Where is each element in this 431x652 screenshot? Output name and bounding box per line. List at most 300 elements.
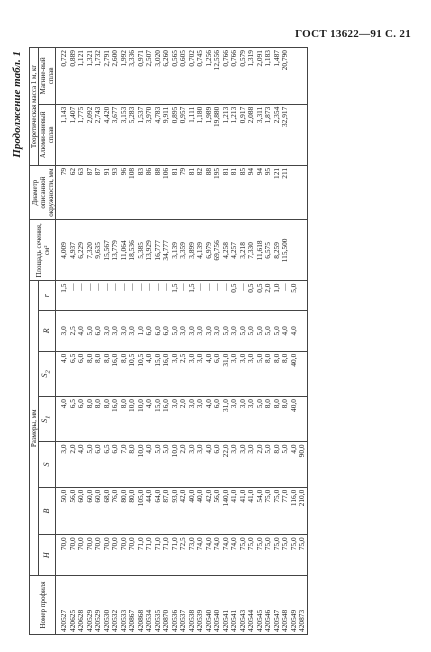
cell-mass-aluminum: 9,911 (162, 104, 171, 165)
cell-b: 60,0 (77, 487, 86, 535)
col-header-b: B (39, 487, 56, 535)
cell-r-large (298, 310, 307, 351)
cell-diameter: 82 (196, 165, 205, 219)
cell-s: 8,0 (273, 442, 282, 487)
cell-diameter: 94 (247, 165, 256, 219)
cell-b: 44,0 (145, 487, 154, 535)
col-header-diameter: Диаметр описанной окружности, мм (30, 165, 56, 219)
cell-s: 3,0 (230, 442, 239, 487)
cell-s2: 8,0 (103, 351, 112, 396)
cell-mass-magnesium: 2,507 (145, 48, 154, 105)
cell-s: 6,5 (103, 442, 112, 487)
cell-s2: 31,0 (222, 351, 231, 396)
cell-r-large: 4,0 (290, 310, 299, 351)
cell-r-small: — (154, 281, 163, 310)
cell-b: 75,0 (264, 487, 273, 535)
cell-r-large: 5,0 (222, 310, 231, 351)
cell-area: 6,979 (205, 220, 214, 281)
cell-r-small (298, 281, 307, 310)
cell-mass-magnesium: 1,487 (273, 48, 282, 105)
cell-s: 7,0 (120, 442, 129, 487)
cell-area: 16,777 (154, 220, 163, 281)
cell-b: 60,0 (86, 487, 95, 535)
cell-h: 70,0 (69, 535, 78, 576)
cell-profile-no: 420541 (222, 576, 231, 635)
cell-area (298, 220, 307, 281)
cell-area: 34,777 (162, 220, 171, 281)
cell-r-large: 5,0 (264, 310, 273, 351)
cell-h: 74,0 (196, 535, 205, 576)
cell-diameter: 88 (205, 165, 214, 219)
spec-table (29, 47, 308, 635)
cell-r-large: 3,0 (128, 310, 137, 351)
cell-diameter (290, 165, 299, 219)
cell-r-small: — (103, 281, 112, 310)
cell-diameter: 85 (239, 165, 248, 219)
cell-h: 71,0 (154, 535, 163, 576)
cell-h: 70,0 (111, 535, 120, 576)
cell-s: 2,0 (69, 442, 78, 487)
col-header-area: Площадь сечения, см² (30, 220, 56, 281)
cell-mass-magnesium: 1,256 (205, 48, 214, 105)
cell-r-small: — (111, 281, 120, 310)
cell-h: 75,0 (247, 535, 256, 576)
cell-profile-no: 420529 (94, 576, 103, 635)
cell-h: 72,5 (179, 535, 188, 576)
cell-diameter: 108 (128, 165, 137, 219)
cell-r-large: 6,0 (162, 310, 171, 351)
cell-s1: 16,0 (111, 397, 120, 442)
cell-mass-magnesium: 1,321 (86, 48, 95, 105)
cell-r-small: — (120, 281, 129, 310)
cell-profile-no: 420546 (264, 576, 273, 635)
cell-b: 41,0 (239, 487, 248, 535)
cell-diameter: 81 (171, 165, 180, 219)
cell-b: 77,0 (281, 487, 290, 535)
cell-h: 74,0 (222, 535, 231, 576)
cell-mass-magnesium: 3,020 (154, 48, 163, 105)
cell-h: 70,0 (86, 535, 95, 576)
cell-r-large: 6,0 (154, 310, 163, 351)
cell-h: 70,0 (60, 535, 69, 576)
cell-s: 5,0 (162, 442, 171, 487)
cell-mass-magnesium (290, 48, 299, 105)
cell-h: 70,0 (120, 535, 129, 576)
cell-s1: 8,0 (273, 397, 282, 442)
table-caption: Продолжение табл. 1 (11, 51, 23, 158)
cell-profile-no: 420544 (247, 576, 256, 635)
cell-mass-magnesium: 1,319 (247, 48, 256, 105)
cell-b: 56,0 (69, 487, 78, 535)
table-row (298, 48, 307, 635)
cell-mass-magnesium: 2,600 (111, 48, 120, 105)
cell-mass-aluminum: 0,895 (171, 104, 180, 165)
cell-mass-aluminum: 1,213 (230, 104, 239, 165)
cell-b: 80,0 (120, 487, 129, 535)
cell-s2: 4,0 (205, 351, 214, 396)
cell-r-large: 3,0 (179, 310, 188, 351)
col-header-profile-no: Номер профиля (30, 576, 56, 635)
cell-mass-aluminum: 5,283 (128, 104, 137, 165)
cell-b: 54,0 (256, 487, 265, 535)
cell-r-large: 5,0 (86, 310, 95, 351)
cell-s1: 6,5 (69, 397, 78, 442)
cell-r-small: — (213, 281, 222, 310)
cell-diameter: 62 (69, 165, 78, 219)
col-header-s: S (39, 442, 56, 487)
cell-r-large: 5,0 (256, 310, 265, 351)
cell-s: 5,0 (264, 442, 273, 487)
cell-h: 71,0 (171, 535, 180, 576)
col-header-r-large: R (39, 310, 56, 351)
cell-diameter: 211 (281, 165, 290, 219)
cell-mass-aluminum: 2,092 (86, 104, 95, 165)
cell-diameter: 88 (154, 165, 163, 219)
cell-b: 68,0 (103, 487, 112, 535)
cell-mass-magnesium: 0,579 (239, 48, 248, 105)
cell-s1: 6,0 (213, 397, 222, 442)
cell-b: 41,0 (247, 487, 256, 535)
cell-h: 74,0 (230, 535, 239, 576)
cell-s: 6,0 (111, 442, 120, 487)
cell-mass-aluminum: 1,537 (137, 104, 146, 165)
cell-r-small: — (137, 281, 146, 310)
cell-area: 13,929 (145, 220, 154, 281)
col-header-dimensions-group: Размеры, мм (30, 281, 39, 576)
cell-s2: 3,0 (230, 351, 239, 396)
cell-h: 75,0 (290, 535, 299, 576)
cell-s2: 16,0 (162, 351, 171, 396)
cell-mass-aluminum: 1,180 (196, 104, 205, 165)
cell-area: 13,779 (111, 220, 120, 281)
cell-s1: 4,0 (60, 397, 69, 442)
col-header-mass-group: Теоретическая масса 1 м, кг (30, 48, 39, 166)
cell-b: 105,0 (137, 487, 146, 535)
col-header-h: H (39, 535, 56, 576)
cell-r-large: 3,0 (196, 310, 205, 351)
cell-r-small: — (128, 281, 137, 310)
cell-diameter: 91 (103, 165, 112, 219)
col-header-s1-letter: S (40, 418, 50, 423)
cell-r-large: 3,0 (188, 310, 197, 351)
cell-diameter: 121 (273, 165, 282, 219)
cell-diameter: 79 (179, 165, 188, 219)
cell-h: 71,0 (162, 535, 171, 576)
cell-profile-no: 420867 (128, 576, 137, 635)
cell-s2: 4,0 (145, 351, 154, 396)
cell-mass-aluminum: 0,917 (239, 104, 248, 165)
cell-mass-magnesium (298, 48, 307, 105)
cell-mass-aluminum: 19,880 (213, 104, 222, 165)
cell-mass-magnesium: 6,260 (162, 48, 171, 105)
cell-mass-aluminum: 2,088 (247, 104, 256, 165)
cell-s2: 4,0 (60, 351, 69, 396)
cell-h: 73,0 (188, 535, 197, 576)
cell-s1: 8,0 (94, 397, 103, 442)
cell-diameter: 81 (188, 165, 197, 219)
cell-s1: 10,0 (128, 397, 137, 442)
cell-mass-magnesium: 0,745 (196, 48, 205, 105)
cell-mass-aluminum: 1,143 (60, 104, 69, 165)
cell-area: 4,139 (196, 220, 205, 281)
cell-profile-no: 420540 (205, 576, 214, 635)
cell-mass-aluminum: 3,153 (120, 104, 129, 165)
cell-mass-magnesium: 3,336 (128, 48, 137, 105)
cell-diameter: 96 (120, 165, 129, 219)
cell-r-large: 3,0 (230, 310, 239, 351)
col-header-s1 (39, 397, 56, 442)
cell-mass-aluminum: 0,957 (179, 104, 188, 165)
cell-mass-magnesium: 1,183 (264, 48, 273, 105)
cell-mass-aluminum: 1,989 (205, 104, 214, 165)
cell-h: 71,0 (137, 535, 146, 576)
cell-profile-no: 420536 (171, 576, 180, 635)
cell-h: 70,0 (77, 535, 86, 576)
cell-area: 6,575 (264, 220, 273, 281)
col-header-s2-sub: 2 (44, 370, 52, 374)
cell-s2: 10,5 (137, 351, 146, 396)
col-header-s2-letter: S (40, 373, 50, 378)
cell-diameter: 87 (86, 165, 95, 219)
cell-mass-magnesium: 12,556 (213, 48, 222, 105)
cell-r-large: 3,0 (103, 310, 112, 351)
cell-area: 3,218 (239, 220, 248, 281)
cell-diameter: 63 (77, 165, 86, 219)
cell-area: 7,320 (86, 220, 95, 281)
cell-b: 75,0 (273, 487, 282, 535)
cell-s1: 8,0 (103, 397, 112, 442)
cell-s: 5,0 (86, 442, 95, 487)
col-header-magnesium: Магние-вый сплав (39, 48, 56, 105)
cell-r-small: — (196, 281, 205, 310)
cell-mass-aluminum: 2,743 (94, 104, 103, 165)
cell-mass-aluminum: 3,311 (256, 104, 265, 165)
cell-r-large: 5,0 (247, 310, 256, 351)
cell-r-small: 0,5 (247, 281, 256, 310)
cell-mass-aluminum: 32,917 (281, 104, 290, 165)
cell-profile-no: 420870 (162, 576, 171, 635)
cell-s1 (298, 397, 307, 442)
cell-area: 4,937 (69, 220, 78, 281)
cell-profile-no: 420527 (60, 576, 69, 635)
cell-s2: 8,0 (273, 351, 282, 396)
cell-mass-magnesium: 1,992 (120, 48, 129, 105)
cell-s2: 6,5 (69, 351, 78, 396)
cell-s2: 6,0 (213, 351, 222, 396)
cell-area: 69,756 (213, 220, 222, 281)
cell-mass-magnesium: 2,791 (103, 48, 112, 105)
cell-r-small: — (86, 281, 95, 310)
cell-diameter: 106 (162, 165, 171, 219)
cell-s: 6,0 (94, 442, 103, 487)
cell-area: 3,139 (171, 220, 180, 281)
col-header-s1-sub: 1 (44, 415, 52, 419)
cell-profile-no: 420534 (145, 576, 154, 635)
cell-s1: 16,0 (162, 397, 171, 442)
cell-profile-no: 420535 (154, 576, 163, 635)
cell-mass-aluminum (298, 104, 307, 165)
cell-area: 4,009 (60, 220, 69, 281)
cell-s1: 6,0 (77, 397, 86, 442)
cell-s: 3,0 (60, 442, 69, 487)
cell-mass-magnesium: 0,971 (137, 48, 146, 105)
cell-mass-aluminum: 3,677 (111, 104, 120, 165)
cell-r-large: 3,0 (213, 310, 222, 351)
cell-profile-no: 420530 (103, 576, 112, 635)
cell-r-small: — (222, 281, 231, 310)
cell-r-large: 3,0 (111, 310, 120, 351)
cell-profile-no: 420538 (188, 576, 197, 635)
cell-s1: 2,0 (179, 397, 188, 442)
cell-profile-no: 420547 (273, 576, 282, 635)
cell-s: 3,0 (247, 442, 256, 487)
cell-s1: 3,0 (239, 397, 248, 442)
cell-mass-magnesium: 1,732 (94, 48, 103, 105)
cell-b: 76,0 (111, 487, 120, 535)
cell-diameter: 87 (94, 165, 103, 219)
cell-profile-no: 420868 (137, 576, 146, 635)
cell-s2: 6,0 (77, 351, 86, 396)
rotated-table-block (11, 47, 410, 635)
cell-diameter: 94 (256, 165, 265, 219)
cell-diameter: 195 (213, 165, 222, 219)
cell-b: 42,0 (179, 487, 188, 535)
cell-area: 3,899 (188, 220, 197, 281)
cell-s2: 3,0 (247, 351, 256, 396)
cell-diameter: 81 (230, 165, 239, 219)
cell-r-small: 1,0 (273, 281, 282, 310)
cell-s1: 8,0 (281, 397, 290, 442)
cell-s: 4,0 (205, 442, 214, 487)
cell-area: 7,330 (247, 220, 256, 281)
cell-s: 90,0 (298, 442, 307, 487)
cell-profile-no: 420548 (281, 576, 290, 635)
cell-profile-no: 420541 (230, 576, 239, 635)
cell-s: 3,0 (239, 442, 248, 487)
cell-s2: 3,0 (171, 351, 180, 396)
cell-mass-magnesium: 0,565 (171, 48, 180, 105)
cell-h: 75,0 (264, 535, 273, 576)
cell-b: 140,0 (222, 487, 231, 535)
cell-h: 70,0 (128, 535, 137, 576)
cell-h: 71,0 (145, 535, 154, 576)
cell-s1: 8,0 (120, 397, 129, 442)
cell-mass-magnesium: 0,702 (188, 48, 197, 105)
cell-r-large: 6,0 (94, 310, 103, 351)
cell-s: 5,0 (281, 442, 290, 487)
cell-s2: 2,5 (179, 351, 188, 396)
cell-h: 75,0 (281, 535, 290, 576)
cell-mass-aluminum (290, 104, 299, 165)
cell-h: 75,0 (256, 535, 265, 576)
cell-b: 64,0 (154, 487, 163, 535)
cell-b: 56,0 (213, 487, 222, 535)
cell-area: 4,257 (230, 220, 239, 281)
cell-area: 18,536 (128, 220, 137, 281)
cell-r-large: 3,0 (60, 310, 69, 351)
cell-r-small: — (205, 281, 214, 310)
cell-profile-no: 420549 (290, 576, 299, 635)
cell-r-large: 2,5 (69, 310, 78, 351)
cell-profile-no: 420625 (69, 576, 78, 635)
cell-diameter: 93 (111, 165, 120, 219)
cell-h: 75,0 (298, 535, 307, 576)
cell-h: 70,0 (103, 535, 112, 576)
table-body (56, 48, 308, 635)
cell-s: 10,0 (171, 442, 180, 487)
cell-r-small: 1,5 (171, 281, 180, 310)
cell-s1: 10,0 (137, 397, 146, 442)
cell-b: 41,0 (230, 487, 239, 535)
cell-r-small: — (162, 281, 171, 310)
cell-s: 3,0 (188, 442, 197, 487)
cell-s2: 10,5 (128, 351, 137, 396)
cell-r-large: 6,0 (145, 310, 154, 351)
cell-s1: 31,0 (222, 397, 231, 442)
cell-s2: 3,0 (196, 351, 205, 396)
cell-r-small: 0,5 (256, 281, 265, 310)
cell-s2: 8,0 (86, 351, 95, 396)
cell-r-large: 1,0 (137, 310, 146, 351)
cell-h: 74,0 (205, 535, 214, 576)
cell-profile-no: 420529 (86, 576, 95, 635)
cell-r-small: — (281, 281, 290, 310)
cell-r-small: 1,5 (60, 281, 69, 310)
cell-profile-no: 420539 (196, 576, 205, 635)
cell-h: 70,0 (94, 535, 103, 576)
cell-s2: 5,0 (256, 351, 265, 396)
cell-diameter: 86 (145, 165, 154, 219)
cell-s1: 40,0 (290, 397, 299, 442)
cell-r-small: — (179, 281, 188, 310)
cell-area: 5,385 (137, 220, 146, 281)
cell-s: 2,0 (179, 442, 188, 487)
cell-s2: 16,0 (111, 351, 120, 396)
cell-profile-no: 420540 (213, 576, 222, 635)
cell-s: 10,0 (137, 442, 146, 487)
cell-mass-magnesium: 0,889 (69, 48, 78, 105)
cell-s1: 3,0 (171, 397, 180, 442)
cell-r-small: — (77, 281, 86, 310)
cell-s2: 15,0 (154, 351, 163, 396)
cell-b: 40,0 (188, 487, 197, 535)
cell-profile-no: 420628 (77, 576, 86, 635)
cell-b: 40,0 (196, 487, 205, 535)
cell-mass-aluminum: 4,420 (103, 104, 112, 165)
cell-area: 11,064 (120, 220, 129, 281)
cell-s1: 15,0 (154, 397, 163, 442)
cell-h: 75,0 (273, 535, 282, 576)
cell-profile-no: 420543 (239, 576, 248, 635)
cell-b: 50,0 (60, 487, 69, 535)
cell-mass-magnesium: 1,121 (77, 48, 86, 105)
cell-r-small: 0,5 (230, 281, 239, 310)
cell-mass-aluminum: 3,970 (145, 104, 154, 165)
cell-b: 42,0 (205, 487, 214, 535)
cell-s: 2,0 (256, 442, 265, 487)
cell-profile-no: 420532 (111, 576, 120, 635)
cell-h: 75,0 (239, 535, 248, 576)
cell-mass-aluminum: 4,783 (154, 104, 163, 165)
cell-area: 8,259 (273, 220, 282, 281)
cell-diameter: 83 (137, 165, 146, 219)
cell-s2: 8,0 (281, 351, 290, 396)
cell-area: 6,229 (77, 220, 86, 281)
cell-diameter: 81 (222, 165, 231, 219)
cell-s2: 8,0 (264, 351, 273, 396)
cell-profile-no: 420545 (256, 576, 265, 635)
cell-mass-magnesium: 0,605 (179, 48, 188, 105)
